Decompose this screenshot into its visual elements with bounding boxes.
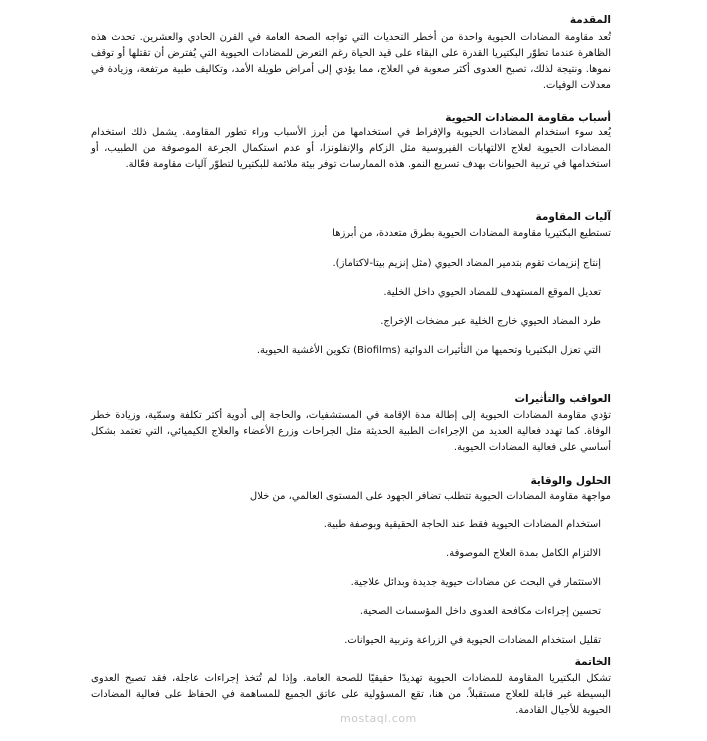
consequences-paragraph: تؤدي مقاومة المضادات الحيوية إلى إطالة مدة الإقامة في المستشفيات، والحاجة إلى أدوية أكثر تكلفة وسمّية، وزيادة خطر الوفاة. كما تهدد فعالية العديد من الإجراءات الطبية الحديثة مثل الجراحات وزرع الأعضاء والعلاج الكيميائي، التي تعتمد بشكل أساسي على فعالية المضادات الحيوية. — [91, 410, 611, 453]
mechanisms-intro: تستطيع البكتيريا مقاومة المضادات الحيوية بطرق متعددة، من أبرزها — [332, 228, 611, 239]
causes-heading: أسباب مقاومة المضادات الحيوية — [445, 112, 611, 124]
consequences-heading: العواقب والتأثيرات — [514, 393, 611, 405]
list-item: إنتاج إنزيمات تقوم بتدمير المضاد الحيوي (مثل إنزيم بيتا-لاكتاماز). — [332, 258, 601, 269]
list-item: تعديل الموقع المستهدف للمضاد الحيوي داخل الخلية. — [383, 287, 601, 298]
intro-paragraph: تُعد مقاومة المضادات الحيوية واحدة من أخطر التحديات التي تواجه الصحة العامة في القرن الحادي والعشرين. تحدث هذه الظاهرة عندما تطوّر البكتيريا القدرة على البقاء على قيد الحياة رغم التعرض للمضادات الحيوية التي يُفترض أن تقتلها أو توقف نموها. ونتيجة لذلك، تصبح العدوى أكثر صعوبة في العلاج، مما يؤدي إلى أمراض طويلة الأمد، وتكاليف طبية مرتفعة، وزيادة في معدلات الوفيات. — [91, 32, 611, 91]
list-item: تقليل استخدام المضادات الحيوية في الزراعة وتربية الحيوانات. — [344, 635, 601, 646]
mechanisms-heading: آليات المقاومة — [535, 211, 611, 223]
causes-paragraph: يُعد سوء استخدام المضادات الحيوية والإفراط في استخدامها من أبرز الأسباب وراء تطور المقاومة. يشمل ذلك استخدام المضادات الحيوية لعلاج الالتهابات الفيروسية مثل الزكام والإنفلونزا، أو عدم استكمال الجرعة الموصوفة من الطبيب، أو استخدامها في تربية الحيوانات بهدف تسريع النمو. هذه الممارسات توفر بيئة ملائمة للبكتيريا لتطوّر آليات مقاومة فعّالة. — [91, 127, 611, 170]
mechanisms-list — [91, 257, 611, 373]
list-item: استخدام المضادات الحيوية فقط عند الحاجة الحقيقية وبوصفة طبية. — [323, 519, 601, 530]
list-item: الالتزام الكامل بمدة العلاج الموصوفة. — [446, 548, 601, 559]
conclusion-paragraph: تشكل البكتيريا المقاومة للمضادات الحيوية تهديدًا حقيقيًا للصحة العامة. وإذا لم تُتخذ إجراءات عاجلة، فقد تصبح العدوى البسيطة غير قابلة للعلاج مستقبلاً. من هنا، تقع المسؤولية على عاتق الجميع للمساهمة في الحفاظ على فعالية المضادات الحيوية للأجيال القادمة. — [91, 673, 611, 716]
solutions-heading: الحلول والوقاية — [530, 475, 611, 487]
watermark: mostaql.com — [340, 712, 417, 725]
solutions-intro: مواجهة مقاومة المضادات الحيوية تتطلب تضافر الجهود على المستوى العالمي، من خلال — [249, 491, 611, 502]
intro-heading: المقدمة — [569, 14, 611, 26]
conclusion-heading: الخاتمة — [574, 656, 611, 668]
solutions-list — [91, 518, 611, 663]
list-item: طرد المضاد الحيوي خارج الخلية عبر مضخات الإخراج. — [380, 316, 601, 327]
list-item: تحسين إجراءات مكافحة العدوى داخل المؤسسات الصحية. — [359, 606, 601, 617]
list-item: الاستثمار في البحث عن مضادات حيوية جديدة وبدائل علاجية. — [350, 577, 601, 588]
list-item: التي تعزل البكتيريا وتحميها من التأثيرات الدوائية (Biofilms) تكوين الأغشية الحيوية. — [256, 345, 601, 356]
